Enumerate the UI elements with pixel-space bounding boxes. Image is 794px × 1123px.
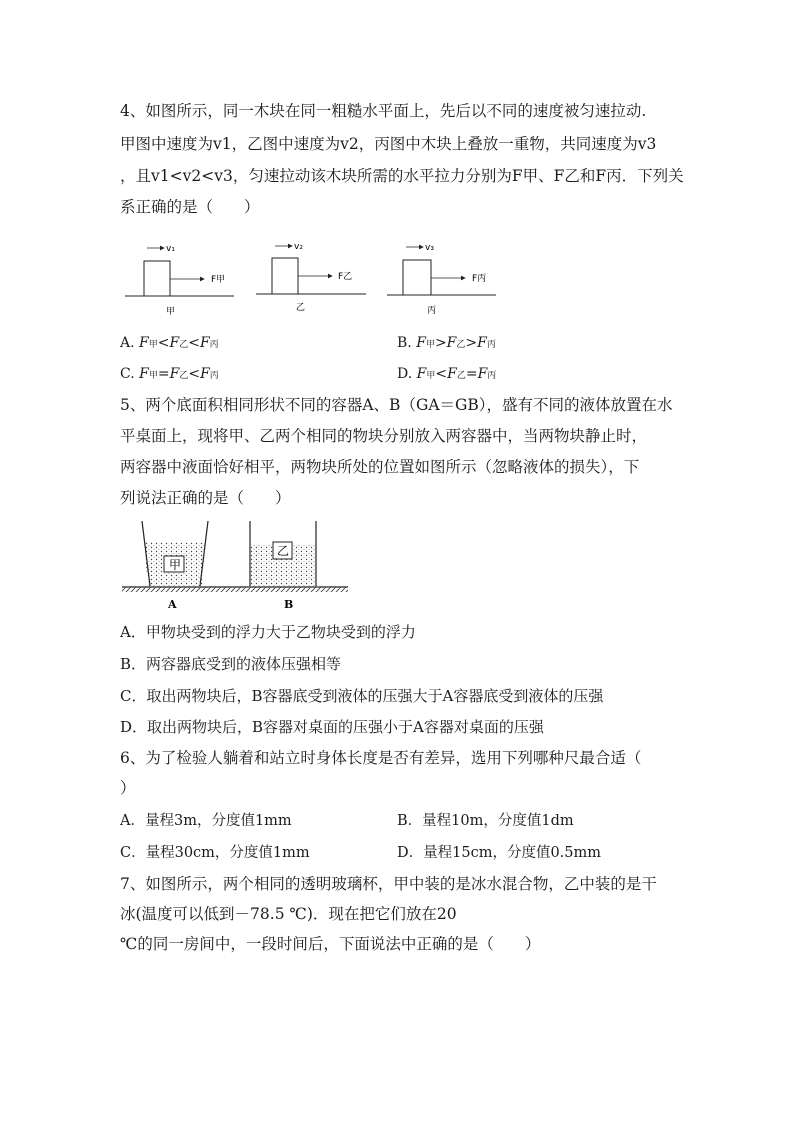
q4-figure-svg	[122, 236, 502, 322]
q5-container-a	[142, 521, 208, 586]
q4-figure-bing	[387, 243, 496, 316]
q7-text-line-3: ℃的同一房间中，一段时间后，下面说法中正确的是（ ）	[120, 935, 541, 953]
q4-yi-caption: 乙	[296, 303, 306, 313]
q6-option-c[interactable]: C．量程30cm，分度值1mm	[120, 845, 310, 861]
q4-figure-yi	[256, 242, 366, 313]
q5-option-b[interactable]: B．两容器底受到的液体压强相等	[120, 655, 342, 673]
q5-option-a[interactable]: A．甲物块受到的浮力大于乙物块受到的浮力	[120, 623, 416, 641]
q5-figure-svg	[120, 518, 352, 614]
q6-text-line-1: 6、为了检验人躺着和站立时身体长度是否有差异，选用下列哪种尺最合适（	[120, 749, 642, 767]
q4-text-line-2: 甲图中速度为v1，乙图中速度为v2，丙图中木块上叠放一重物，共同速度为v3	[120, 135, 657, 153]
q5-option-d[interactable]: D．取出两物块后，B容器对桌面的压强小于A容器对桌面的压强	[120, 718, 544, 736]
q4-text-line-1: 4、如图所示，同一木块在同一粗糙水平面上，先后以不同的速度被匀速拉动.	[120, 102, 647, 120]
q5-block-jia: 甲	[169, 558, 182, 572]
q4-text-line-3: ，且v1<v2<v3，匀速拉动该木块所需的水平拉力分别为F甲、F乙和F丙．下列关	[120, 167, 684, 185]
q4-option-c[interactable]: C. F甲=F乙<F丙	[120, 366, 219, 382]
q6-option-b[interactable]: B．量程10m，分度值1dm	[397, 813, 574, 829]
q5-block-yi: 乙	[277, 544, 290, 558]
q4-text-line-4: 系正确的是（ ）	[120, 198, 260, 216]
q6-text-line-2: ）	[120, 779, 136, 797]
q5-text-line-4: 列说法正确的是（ ）	[120, 489, 291, 507]
q5-option-c[interactable]: C．取出两物块后，B容器底受到液体的压强大于A容器底受到液体的压强	[120, 687, 604, 705]
q4-option-a[interactable]: A. F甲<F乙<F丙	[120, 335, 219, 351]
q4-yi-force-label: F乙	[338, 272, 353, 282]
q4-bing-speed-label: v₃	[425, 243, 434, 253]
q6-option-a[interactable]: A．量程3m，分度值1mm	[120, 813, 292, 829]
q4-bing-force-label: F丙	[472, 274, 487, 284]
q4-jia-speed-label: v₁	[166, 244, 175, 254]
q5-text-line-3: 两容器中液面恰好相平，两物块所处的位置如图所示（忽略液体的损失），下	[120, 458, 640, 476]
q4-option-b[interactable]: B. F甲>F乙>F丙	[397, 335, 496, 351]
q5-container-b	[250, 521, 316, 586]
q4-jia-caption: 甲	[166, 307, 176, 317]
q7-text-line-2: 冰(温度可以低到－78.5 ℃)．现在把它们放在20	[120, 905, 457, 923]
q5-label-b: B	[284, 598, 294, 611]
q4-option-d[interactable]: D. F甲<F乙=F丙	[397, 366, 497, 382]
q5-figure	[120, 518, 352, 614]
q7-text-line-1: 7、如图所示，两个相同的透明玻璃杯，甲中装的是冰水混合物，乙中装的是干	[120, 875, 657, 893]
q5-label-a: A	[168, 598, 177, 611]
q5-text-line-2: 平桌面上，现将甲、乙两个相同的物块分别放入两容器中，当两物块静止时，	[120, 427, 648, 445]
q6-option-d[interactable]: D．量程15cm，分度值0.5mm	[397, 845, 602, 861]
q4-yi-speed-label: v₂	[294, 242, 303, 252]
q4-bing-caption: 丙	[427, 306, 437, 316]
q4-jia-force-label: F甲	[211, 275, 226, 285]
q5-text-line-1: 5、两个底面积相同形状不同的容器A、B（GA＝GB），盛有不同的液体放置在水	[120, 396, 673, 414]
q4-figure-jia	[125, 244, 234, 317]
q4-figure	[122, 236, 502, 322]
